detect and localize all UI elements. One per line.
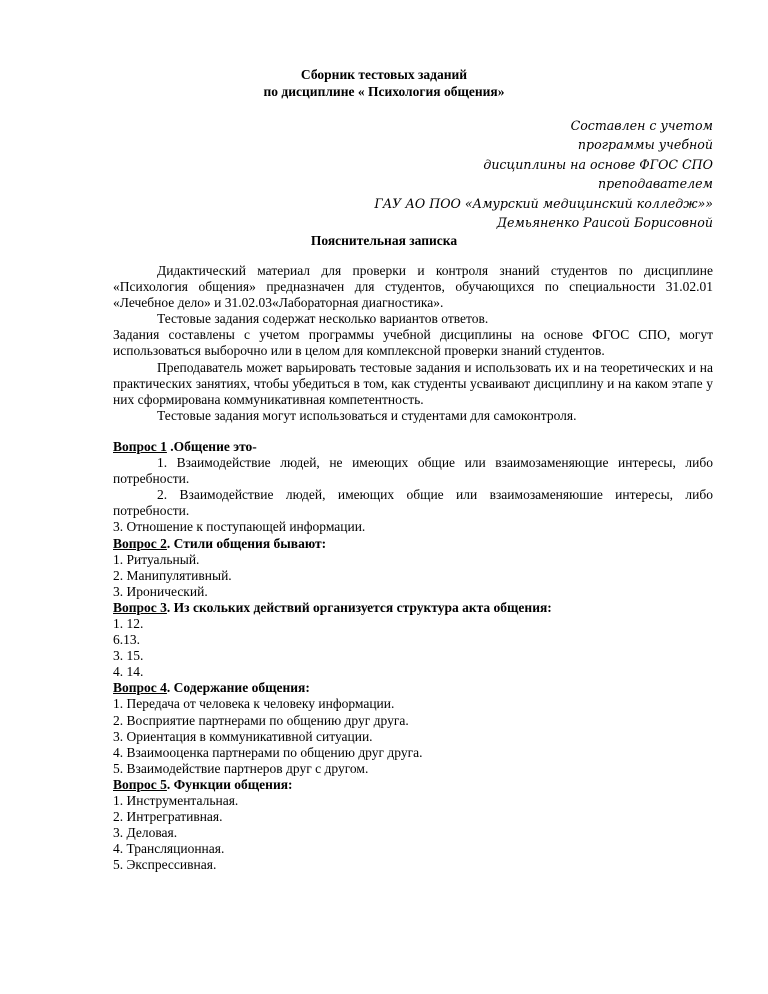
question-text: .Общение это- — [166, 438, 257, 454]
answer-option: 2. Интрегративная. — [113, 809, 223, 825]
question-text: . Стили общения бывают: — [166, 535, 327, 551]
document-title-line1: Сборник тестовых заданий — [300, 67, 468, 82]
credits-line: дисциплины на основе ФГОС СПО — [483, 156, 713, 172]
note-paragraph: Преподаватель может варьировать тестовые задания и использовать их и на теоретических и на практических занятиях, чтобы убедиться в том, как студенты усваивают дисциплину и на каком этапе у них сформирована коммуникативная компетентность. — [113, 359, 713, 407]
answer-option: 2. Манипулятивный. — [113, 567, 232, 583]
answer-option: 4. Трансляционная. — [113, 841, 225, 857]
answer-option: 6.13. — [113, 632, 140, 648]
answer-option: 3. Ориентация в коммуникативной ситуации. — [113, 728, 373, 744]
question-heading — [113, 439, 713, 455]
question-label: Вопрос 5 — [113, 776, 167, 792]
answer-option: 1. Ритуальный. — [113, 551, 200, 567]
note-paragraph: Тестовые задания содержат несколько вариантов ответов. — [157, 311, 489, 327]
answer-option: 1. Инструментальная. — [113, 793, 239, 808]
author-credits — [374, 116, 713, 232]
question-text: . Функции общения: — [166, 776, 293, 792]
answer-option: 5. Взаимодействие партнеров друг с другом. — [113, 760, 369, 776]
question-heading — [113, 600, 713, 616]
answer-option: 4. Взаимооценка партнерами по общению друг друга. — [113, 744, 423, 760]
answer-option: 1. Взаимодействие людей, не имеющих общие или взаимозаменяющие интересы, либо потребности. — [113, 455, 713, 487]
note-paragraph: Тестовые задания могут использоваться и студентами для самоконтроля. — [157, 407, 577, 423]
question-heading — [113, 680, 713, 696]
credits-line: Демьяненко Раисой Борисовной — [496, 215, 713, 231]
answer-option: 3. Иронический. — [113, 583, 208, 599]
answer-option: 5. Экспрессивная. — [113, 857, 217, 873]
credits-line: ГАУ АО ПОО «Амурский медицинский колледж»» — [374, 195, 713, 211]
answer-option: 2. Взаимодействие людей, имеющих общие или взаимозаменяюшие интересы, либо потребности. — [113, 487, 713, 519]
answer-option: 3. Отношение к поступающей информации. — [113, 519, 366, 535]
credits-line: преподавателем — [598, 176, 713, 192]
question-label: Вопрос 3 — [113, 599, 167, 615]
answer-option: 1. Передача от человека к человеку информации. — [113, 696, 395, 712]
document-title-line2: по дисциплине « Психология общения» — [263, 84, 505, 99]
answer-option: 1. 12. — [113, 615, 144, 631]
question-label: Вопрос 1 — [113, 438, 167, 454]
question-text: . Из скольких действий организуется структура акта общения: — [166, 599, 552, 615]
question-label: Вопрос 2 — [113, 535, 167, 551]
answer-option: 2. Восприятие партнерами по общению друг друга. — [113, 712, 409, 728]
credits-line: Составлен с учетом — [570, 118, 713, 133]
question-text: . Содержание общения: — [166, 680, 310, 696]
note-paragraph: Дидактический материал для проверки и контроля знаний студентов по дисциплине «Психология общения» предназначен для студентов, обучающихся по специальности 31.02.01 «Лечебное дело» и 31.02.03«Лабораторная диагностика». — [113, 263, 713, 311]
document-body — [113, 263, 713, 873]
question-heading — [113, 777, 713, 793]
note-paragraph: Задания составлены с учетом программы учебной дисциплины на основе ФГОС СПО, могут использоваться выборочно или в целом для комплексной проверки знаний студентов. — [113, 327, 713, 359]
answer-option: 3. 15. — [113, 648, 144, 664]
question-label: Вопрос 4 — [113, 680, 167, 696]
answer-option: 3. Деловая. — [113, 825, 178, 841]
explanatory-note-title: Пояснительная записка — [310, 233, 458, 248]
credits-line: программы учебной — [577, 137, 713, 153]
answer-option: 4. 14. — [113, 664, 144, 680]
question-heading — [113, 536, 713, 552]
